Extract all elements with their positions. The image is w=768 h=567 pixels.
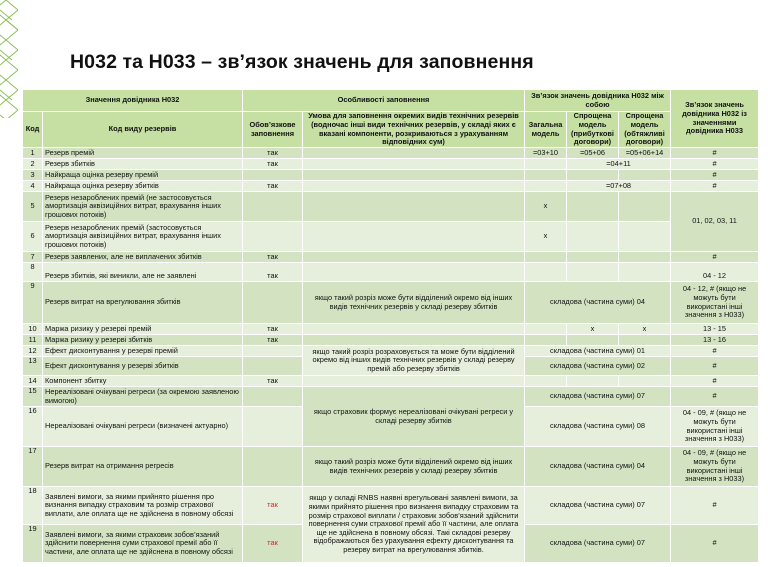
header-h032-values: Значення довідника H032: [23, 90, 243, 112]
table-row: [23, 192, 759, 222]
row-relation: складова (частина суми) 02: [525, 357, 671, 376]
table-row: [23, 335, 759, 346]
row-condition: [303, 324, 525, 335]
row-general: [525, 170, 567, 181]
row-simplified-profit: [567, 376, 619, 387]
row-name: Резерв збитків, які виникли, але не заявлені: [43, 263, 243, 282]
row-simplified-profit: [567, 252, 619, 263]
row-simplified-profit: [567, 222, 619, 252]
row-simplified-onerous: [619, 222, 671, 252]
row-name: Ефект дисконтування у резерві збитків: [43, 357, 243, 376]
row-mandatory: так: [243, 263, 303, 282]
row-mandatory: так: [243, 148, 303, 159]
row-mandatory: [243, 357, 303, 376]
table-row: [23, 159, 759, 170]
row-code: 7: [23, 252, 43, 263]
row-relation: складова (частина суми) 07: [525, 487, 671, 525]
row-mandatory: [243, 282, 303, 324]
row-general: [525, 181, 567, 192]
row-h033: #: [671, 148, 759, 159]
header-row: [23, 90, 759, 112]
row-name: Заявлені вимоги, за якими страховик зобов’язаний здійснити повернення суми страхової премії або її частини, але оплата ще не здійснена в повному обсязі: [43, 525, 243, 563]
header-h033-relation: Зв’язок значень довідника H032 із значеннями довідника H033: [671, 90, 759, 148]
row-condition: [303, 192, 525, 222]
row-name: Маржа ризику у резерві збитків: [43, 335, 243, 346]
row-mandatory: так: [243, 335, 303, 346]
row-simplified-profit: [567, 263, 619, 282]
row-code: 8: [23, 263, 43, 282]
row-h033: #: [671, 387, 759, 407]
row-h033: 01, 02, 03, 11: [671, 192, 759, 252]
row-code: 9: [23, 282, 43, 324]
row-relation: складова (частина суми) 07: [525, 387, 671, 407]
row-general: [525, 376, 567, 387]
row-code: 5: [23, 192, 43, 222]
row-condition: [303, 335, 525, 346]
header-simplified-profit: Спрощена модель (прибуткові договори): [567, 112, 619, 148]
row-condition: [303, 148, 525, 159]
row-simplified-onerous: =05+06+14: [619, 148, 671, 159]
row-mandatory: так: [243, 525, 303, 563]
row-simplified-profit: [567, 170, 619, 181]
header-code: Код: [23, 112, 43, 148]
row-name: Резерв витрат на врегулювання збитків: [43, 282, 243, 324]
row-mandatory: так: [243, 181, 303, 192]
row-simplified-onerous: [619, 335, 671, 346]
row-code: 10: [23, 324, 43, 335]
row-general: x: [525, 192, 567, 222]
row-mandatory: [243, 170, 303, 181]
row-name: Заявлені вимоги, за якими прийнято рішення про визнання випадку страховим та розмір страхової виплати, але оплата ще не здійснена в повному обсязі: [43, 487, 243, 525]
row-mandatory: [243, 387, 303, 407]
row-h033: 13 - 16: [671, 335, 759, 346]
row-h033: 13 - 15: [671, 324, 759, 335]
table-row: [23, 148, 759, 159]
row-code: 14: [23, 376, 43, 387]
header-features: Особливості заповнення: [243, 90, 525, 112]
row-h033: 04 - 12, # (якщо не можуть бути використані інші значення з H033): [671, 282, 759, 324]
header-simplified-onerous: Спрощена модель (обтяжливі договори): [619, 112, 671, 148]
row-condition: [303, 222, 525, 252]
row-h033: 04 - 12: [671, 263, 759, 282]
table-row: [23, 263, 759, 282]
row-condition: якщо такий розріз розраховується та може бути відділений окремо від інших видів технічних резервів у складі резерву премій або резерву збитків: [303, 346, 525, 376]
header-mandatory: Обов’язкове заповнення: [243, 112, 303, 148]
row-code: 18: [23, 487, 43, 525]
page-title: H032 та H033 – зв’язок значень для заповнення: [70, 51, 534, 73]
row-simplified-profit: x: [567, 324, 619, 335]
row-name: Резерв заявлених, але не виплачених збитків: [43, 252, 243, 263]
row-name: Резерв незароблених премій (не застосовується амортизація аквізиційних витрат, врахування інших грошових потоків): [43, 192, 243, 222]
row-condition: [303, 170, 525, 181]
decorative-pattern: [0, 0, 18, 118]
row-h033: #: [671, 525, 759, 563]
row-h033: 04 - 09, # (якщо не можуть бути використані інші значення з H033): [671, 407, 759, 447]
row-relation: складова (частина суми) 07: [525, 525, 671, 563]
row-mandatory: [243, 192, 303, 222]
row-simplified-onerous: x: [619, 324, 671, 335]
row-general: [525, 335, 567, 346]
row-code: 3: [23, 170, 43, 181]
table-row: [23, 282, 759, 324]
row-name: Резерв незароблених премій (застосовується амортизація аквізиційних витрат, врахування інших грошових потоків): [43, 222, 243, 252]
row-code: 16: [23, 407, 43, 447]
row-h033: #: [671, 170, 759, 181]
row-condition: [303, 252, 525, 263]
table-row: [23, 487, 759, 525]
row-general: =03+10: [525, 148, 567, 159]
row-h033: #: [671, 357, 759, 376]
row-condition: [303, 263, 525, 282]
row-h033: #: [671, 181, 759, 192]
row-code: 4: [23, 181, 43, 192]
row-code: 19: [23, 525, 43, 563]
row-code: 2: [23, 159, 43, 170]
row-simplified-onerous: [619, 376, 671, 387]
row-code: 11: [23, 335, 43, 346]
row-general: [525, 159, 567, 170]
row-name: Резерв витрат на отримання регресів: [43, 447, 243, 487]
table-row: [23, 222, 759, 252]
row-mandatory: так: [243, 324, 303, 335]
row-relation: складова (частина суми) 04: [525, 282, 671, 324]
table-row: [23, 252, 759, 263]
row-name: Резерв збитків: [43, 159, 243, 170]
row-name: Найкраща оцінка резерву премій: [43, 170, 243, 181]
row-code: 6: [23, 222, 43, 252]
row-condition: [303, 159, 525, 170]
row-condition: якщо у складі RNBS наявні врегульовані заявлені вимоги, за якими прийнято рішення про визнання випадку страховим та розмір страхової виплати / страховик зобов’язаний здійснити повернення суми страхової премії або її частини, але оплата ще не здійснена в повному обсязі. Такі складові резерву відображаються без урахування ефекту дисконтування та резерву витрат на врегулювання збитків.: [303, 487, 525, 563]
header-row: [23, 112, 759, 148]
table-row: [23, 170, 759, 181]
row-h033: #: [671, 376, 759, 387]
row-relation: складова (частина суми) 04: [525, 447, 671, 487]
row-code: 1: [23, 148, 43, 159]
row-h033: 04 - 09, # (якщо не можуть бути використані інші значення з H033): [671, 447, 759, 487]
row-simplified-onerous: [619, 170, 671, 181]
row-name: Компонент збитку: [43, 376, 243, 387]
row-condition: [303, 181, 525, 192]
row-name: Маржа ризику у резерві премій: [43, 324, 243, 335]
row-name: Ефект дисконтування у резерві премій: [43, 346, 243, 357]
row-h033: #: [671, 159, 759, 170]
row-general: x: [525, 222, 567, 252]
table-row: [23, 376, 759, 387]
header-conditions: Умова для заповнення окремих видів технічних резервів (водночас інші види технічних резервів, у складі яких є вказані компоненти, розкриваються з урахуванням відповідних сум): [303, 112, 525, 148]
row-general: [525, 324, 567, 335]
row-h033: #: [671, 252, 759, 263]
row-mandatory: так: [243, 376, 303, 387]
table-row: [23, 181, 759, 192]
table-row: [23, 387, 759, 407]
row-simplified-onerous: [619, 252, 671, 263]
row-name: Найкраща оцінка резерву збитків: [43, 181, 243, 192]
row-simplified-profit: =05+06: [567, 148, 619, 159]
row-condition: якщо такий розріз може бути відділений окремо від інших видів технічних резервів у складі резерву збитків: [303, 447, 525, 487]
row-code: 17: [23, 447, 43, 487]
row-simplified-onerous: [619, 192, 671, 222]
row-name: Резерв премій: [43, 148, 243, 159]
row-general: [525, 252, 567, 263]
row-mandatory: так: [243, 487, 303, 525]
row-mandatory: [243, 447, 303, 487]
row-simplified-onerous: [619, 263, 671, 282]
row-code: 12: [23, 346, 43, 357]
row-simplified: =04+11: [567, 159, 671, 170]
header-general-model: Загальна модель: [525, 112, 567, 148]
row-mandatory: [243, 222, 303, 252]
row-simplified-profit: [567, 192, 619, 222]
table-row: [23, 447, 759, 487]
header-kind: Код виду резервів: [43, 112, 243, 148]
row-code: 13: [23, 357, 43, 376]
row-mandatory: так: [243, 252, 303, 263]
row-name: Нереалізовані очікувані регреси (визначені актуарно): [43, 407, 243, 447]
row-simplified: =07+08: [567, 181, 671, 192]
row-condition: якщо такий розріз може бути відділений окремо від інших видів технічних резервів у складі резерву збитків: [303, 282, 525, 324]
row-h033: #: [671, 346, 759, 357]
row-name: Нереалізовані очікувані регреси (за окремою заявленою вимогою): [43, 387, 243, 407]
row-condition: якщо страховик формує нереалізовані очікувані регреси у складі резерву збитків: [303, 387, 525, 447]
row-mandatory: так: [243, 159, 303, 170]
row-relation: складова (частина суми) 08: [525, 407, 671, 447]
header-h032-relation: Зв’язок значень довідника H032 між собою: [525, 90, 671, 112]
table-row: [23, 324, 759, 335]
row-condition: [303, 376, 525, 387]
row-code: 15: [23, 387, 43, 407]
row-simplified-profit: [567, 335, 619, 346]
reference-table: [22, 89, 759, 563]
row-h033: #: [671, 487, 759, 525]
table-row: [23, 346, 759, 357]
row-mandatory: [243, 407, 303, 447]
row-general: [525, 263, 567, 282]
row-relation: складова (частина суми) 01: [525, 346, 671, 357]
row-mandatory: [243, 346, 303, 357]
